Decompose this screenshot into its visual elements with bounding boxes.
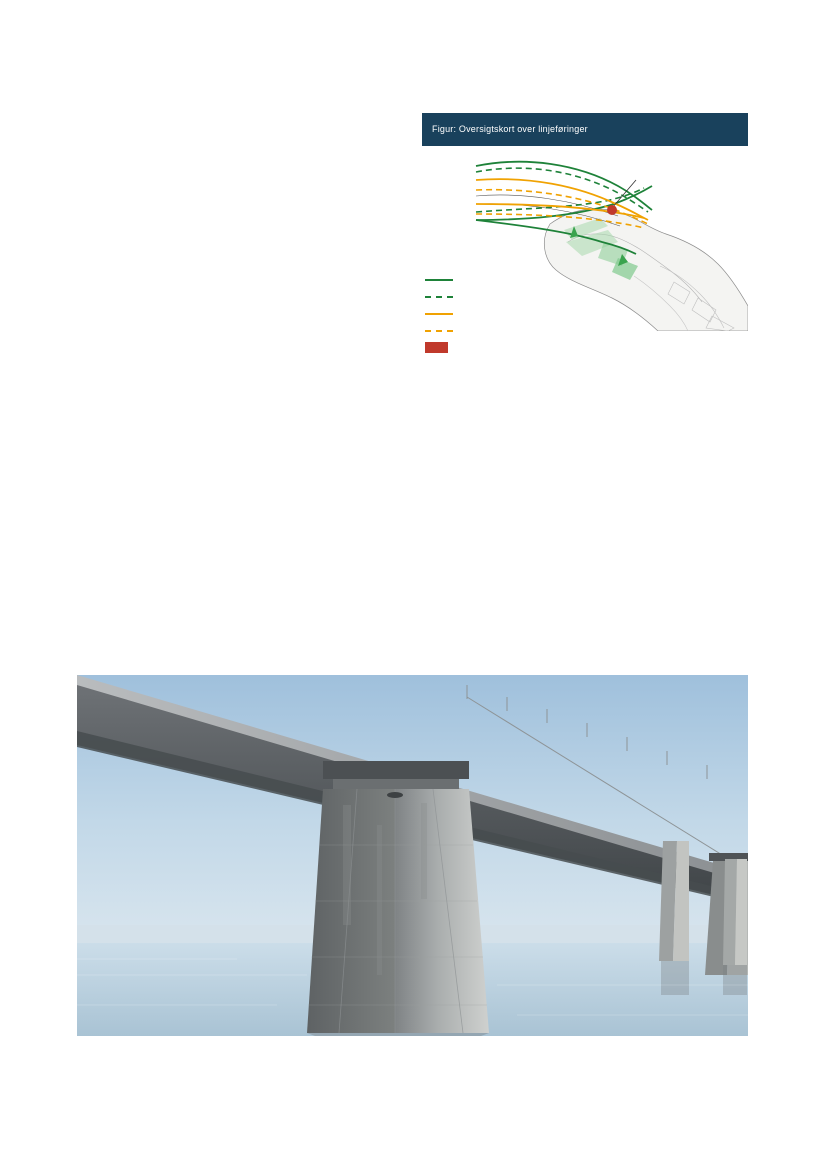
legend-item-orange-dashed bbox=[422, 323, 748, 340]
figure-header-bar bbox=[422, 113, 748, 146]
legend-swatch-red-box bbox=[425, 342, 448, 353]
bridge-pier-right-b bbox=[723, 859, 747, 965]
legend-swatch-green-solid bbox=[425, 279, 453, 281]
legend-item-orange-solid bbox=[422, 306, 748, 323]
legend-item-green-dashed bbox=[422, 289, 748, 306]
legend-item-red-box bbox=[422, 340, 748, 357]
legend-swatch-orange-solid bbox=[425, 313, 453, 315]
bridge-pier-right-a bbox=[659, 841, 689, 961]
map-legend bbox=[422, 272, 748, 357]
bridge-photo bbox=[77, 675, 748, 1036]
map-marker-red bbox=[607, 205, 617, 215]
bridge-pier-near bbox=[307, 761, 489, 1033]
bridge-pier-far-2 bbox=[635, 835, 649, 943]
figure-header-title: Figur: Oversigtskort over linjeføringer bbox=[432, 124, 588, 134]
legend-swatch-green-dashed bbox=[425, 296, 453, 298]
legend-item-green-solid bbox=[422, 272, 748, 289]
legend-swatch-orange-dashed bbox=[425, 330, 453, 332]
bridge-photo-illustration bbox=[77, 675, 748, 1036]
